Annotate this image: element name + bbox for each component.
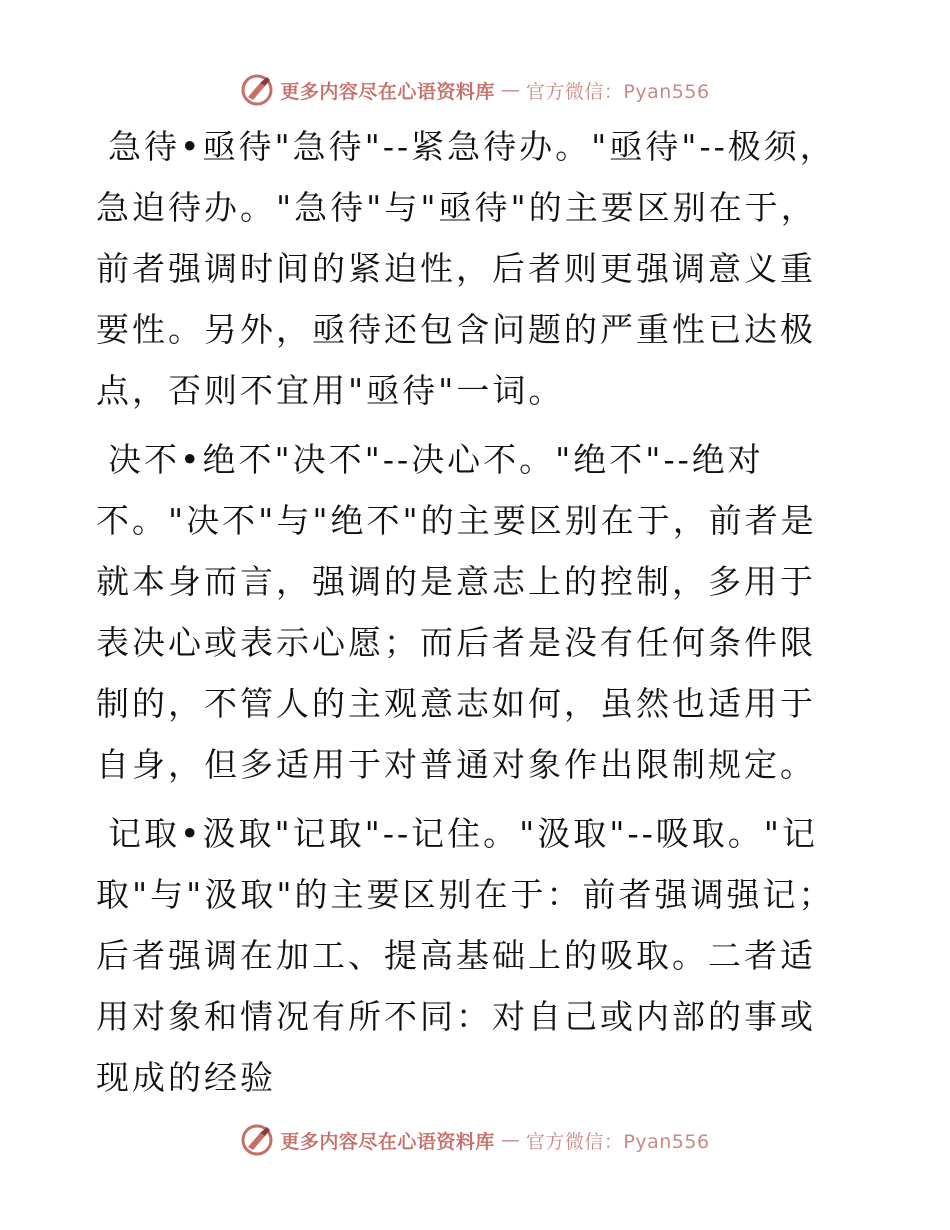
watermark-text: 更多内容尽在心语资料库 — [280, 80, 495, 103]
footer-watermark — [0, 1120, 950, 1160]
watermark-account: 官方微信：Pyan556 — [525, 1130, 710, 1153]
paragraph-2: 决不•绝不"决不"--决心不。"绝不"--绝对不。"决不"与"绝不"的主要区别在于，前者是就本身而言，强调的是意志上的控制，多用于表决心或表示心愿；而后者是没有任何条件限制的，不管人的主观意志如何，虽然也适用于自身，但多适用于对普通对象作出限制规定。 — [96, 440, 817, 784]
header-watermark — [0, 70, 950, 110]
paragraph-3: 记取•汲取"记取"--记住。"汲取"--吸取。"记取"与"汲取"的主要区别在于：前者强调强记；后者强调在加工、提高基础上的吸取。二者适用对象和情况有所不同：对自己或内部的事或现成的经验 — [96, 814, 835, 1097]
watermark-account: 官方微信：Pyan556 — [525, 80, 710, 103]
watermark-text: 更多内容尽在心语资料库 — [280, 1130, 495, 1153]
watermark-dash: — — [500, 1129, 520, 1151]
brand-logo-icon — [240, 73, 274, 107]
brand-logo-icon — [240, 1123, 274, 1157]
document-body — [96, 116, 848, 1116]
paragraph-1: 急待•亟待"急待"--紧急待办。"亟待"--极须，急迫待办。"急待"与"亟待"的主要区别在于，前者强调时间的紧迫性，后者则更强调意义重要性。另外，亟待还包含问题的严重性已达极点，否则不宜用"亟待"一词。 — [96, 127, 836, 410]
watermark-dash: — — [500, 79, 520, 101]
